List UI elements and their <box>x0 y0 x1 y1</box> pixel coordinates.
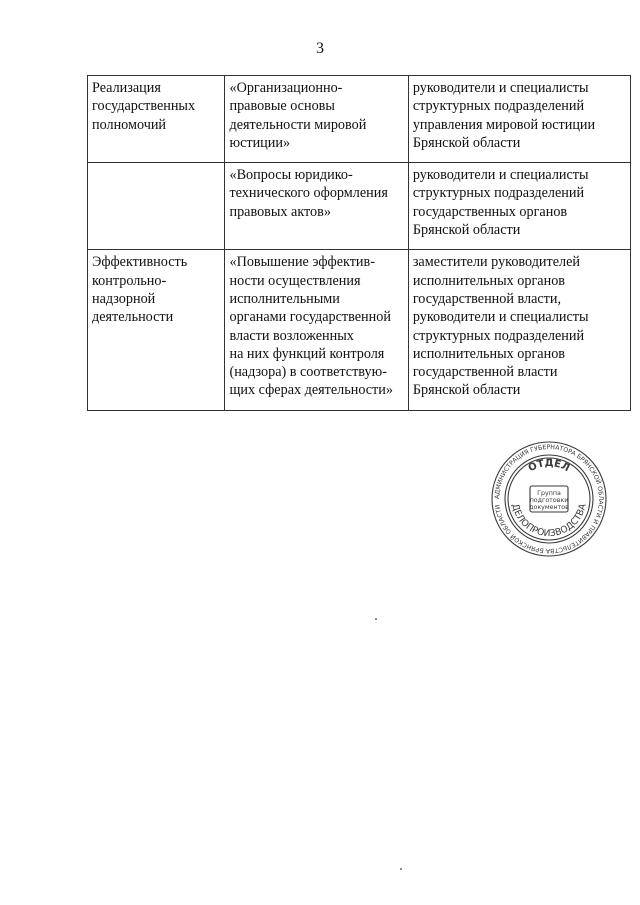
stamp-center-line: подготовки <box>529 497 569 504</box>
stamp-inner-top: ОТДЕЛ <box>526 457 572 475</box>
cell-line: ности осуществления <box>229 272 361 289</box>
scan-speck <box>400 868 402 870</box>
cell-line: Реализация <box>92 80 161 96</box>
stamp-center-line: документов <box>529 504 569 511</box>
cell-line: юстиции» <box>229 134 291 151</box>
cell-line: деятельности <box>92 309 174 326</box>
cell-line: Брянской области <box>412 382 521 399</box>
cell-line: управления мировой юстиции <box>412 116 596 133</box>
table-cell-audience <box>408 76 630 163</box>
table-cell-topic <box>88 163 225 250</box>
document-table <box>87 75 631 411</box>
cell-line: государственных <box>92 98 196 115</box>
cell-line: деятельности мировой <box>229 116 367 133</box>
table-cell-program <box>225 250 408 410</box>
cell-line: государственной власти, <box>412 290 562 307</box>
cell-line: контрольно- <box>92 272 167 289</box>
table-cell-topic <box>88 250 225 410</box>
cell-line: власти возложенных <box>229 327 354 344</box>
cell-line: структурных подразделений <box>412 327 585 344</box>
table-cell-program <box>225 163 408 250</box>
stamp-center-line: Группа <box>537 490 561 497</box>
cell-line: структурных подразделений <box>412 185 585 202</box>
table-cell-topic <box>88 76 225 163</box>
stamp-inner-bottom: ДЕЛОПРОИЗВОДСТВА <box>509 502 589 540</box>
cell-line: органами государственной <box>229 309 391 326</box>
cell-line: правовых актов» <box>229 203 331 220</box>
page-number: 3 <box>316 40 324 57</box>
table-row <box>88 163 631 250</box>
cell-line: исполнительных органов <box>412 345 565 362</box>
cell-line: правовые основы <box>229 98 335 115</box>
stamp-ring-text: АДМИНИСТРАЦИЯ ГУБЕРНАТОРА БРЯНСКОЙ ОБЛАСТИ И ПРАВИТЕЛЬСТВА БРЯНСКОЙ ОБЛАСТИ <box>493 443 605 555</box>
cell-line: «Организационно- <box>229 80 343 96</box>
table-row <box>88 76 631 163</box>
cell-line: Эффективность <box>92 254 188 271</box>
cell-line: надзорной <box>92 290 156 307</box>
table-cell-program <box>225 76 408 163</box>
table-cell-audience <box>408 250 630 410</box>
cell-line: «Вопросы юридико- <box>229 167 353 184</box>
office-stamp <box>490 440 608 558</box>
cell-line: исполнительных органов <box>412 272 565 289</box>
cell-line: исполнительными <box>229 290 340 307</box>
cell-line: щих сферах деятельности» <box>229 382 393 399</box>
table-row <box>88 250 631 410</box>
cell-line: руководители и специалисты <box>412 309 589 326</box>
cell-line: структурных подразделений <box>412 98 585 115</box>
table-cell-audience <box>408 163 630 250</box>
cell-line: технического оформления <box>229 185 388 202</box>
cell-line: руководители и специалисты <box>412 80 589 96</box>
cell-line: государственной власти <box>412 364 558 381</box>
cell-line: государственных органов <box>412 203 568 220</box>
cell-line: Брянской области <box>412 134 521 151</box>
cell-line: на них функций контроля <box>229 345 385 362</box>
cell-line: заместители руководителей <box>412 254 580 271</box>
cell-line: «Повышение эффектив- <box>229 254 375 271</box>
scan-speck <box>375 618 377 620</box>
cell-line: (надзора) в соответствую- <box>229 364 387 381</box>
cell-line: полномочий <box>92 116 167 133</box>
cell-line: руководители и специалисты <box>412 167 589 184</box>
cell-line: Брянской области <box>412 222 521 239</box>
